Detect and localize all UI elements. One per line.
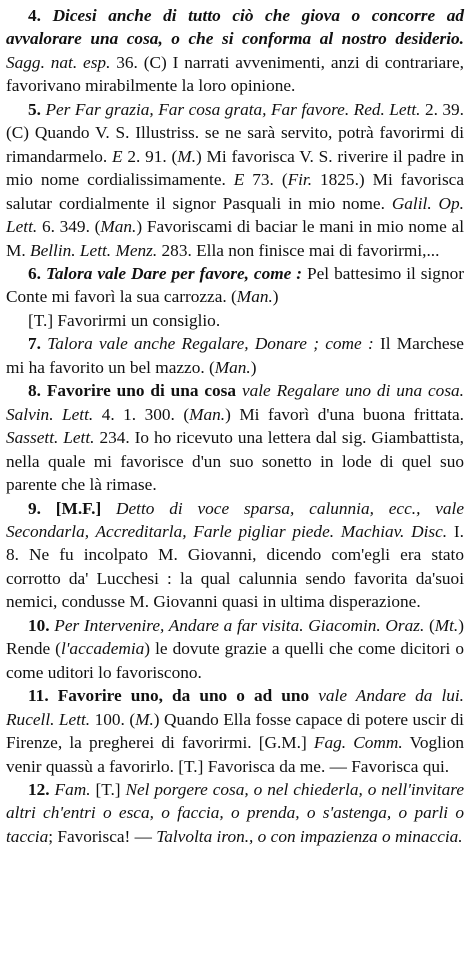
entry-10 <box>6 614 464 684</box>
entry-text-segment: 5. <box>28 99 41 119</box>
entry-text-segment: ) Mi favorisca V. S. riverire il padre in mio nome cordialissimamente. <box>6 146 465 190</box>
entry-text-segment: 10. <box>28 615 50 635</box>
entry-text-segment: ) Mi favorì d'una buona frittata. <box>225 404 464 424</box>
entry-text-segment: [T.] Favorirmi un consiglio. <box>28 310 221 330</box>
entry-text-segment: Voglion venir quassù a favorirlo. [T.] Favorisca da me. — Favorisca qui. <box>6 733 464 776</box>
entry-text-segment: 1825.) Mi favorisca salutar cordialmente il signor Pasquali in mio nome. <box>6 170 465 213</box>
entry-4 <box>6 4 464 98</box>
entry-9 <box>6 497 464 614</box>
entry-text-segment: 11. Favorire uno, da uno o ad uno <box>28 686 310 706</box>
entry-text-segment: Mt. <box>434 615 459 635</box>
entry-text-segment: vale Regalare uno di una cosa. <box>241 381 465 401</box>
entry-text-segment: Dicesi anche di tutto ciò che giova o concorre ad avvalorare una cosa, o che si conforma al nostro desiderio. <box>6 6 464 49</box>
entry-text-segment: ) Rende ( <box>6 615 465 659</box>
entry-text-segment: ) Quando Ella fosse capace di potere uscir di Firenze, la pregherei di favorirmi. [G.M.] <box>6 709 464 753</box>
entry-text-segment: 7. <box>28 334 41 354</box>
entry-text-segment: 2. 39. (C) Quando V. S. Illustriss. se ne sarà servito, potrà favorirmi di rimandarmelo. <box>6 99 464 166</box>
entry-text-segment: ; Favorisca! — <box>48 826 157 846</box>
entry-text-segment: 6. <box>28 263 41 283</box>
entry-text-segment: M. <box>135 709 154 729</box>
entry-5 <box>6 98 464 262</box>
entry-text-segment: Bellin. Lett. Menz. <box>30 240 158 260</box>
entry-text-segment: ) <box>250 357 257 377</box>
entry-text-segment: Sagg. nat. esp. <box>6 52 111 72</box>
entry-6-example <box>6 309 464 332</box>
entry-12 <box>6 778 464 848</box>
entry-text-segment: 234. Io ho ricevuto una lettera dal sig. Giambattista, nella quale mi favorisce d'un suo sonetto in lode di quel suo parente che là rimase. <box>6 428 464 495</box>
entry-text-segment: Per Intervenire, Andare a far visita. Giacomin. Oraz. <box>54 615 425 635</box>
entry-text-segment: E <box>112 146 123 166</box>
entry-text-segment: Talora vale Dare per favore, come : <box>45 263 303 283</box>
entry-text-segment: M. <box>177 146 197 166</box>
entry-text-segment: Sassett. Lett. <box>6 428 95 448</box>
entry-text-segment: ) Favoriscami di baciar le mani in mio nome al M. <box>6 217 464 260</box>
entry-8 <box>6 379 464 496</box>
entry-text-segment: Talvolta iron., o con impazienza o minaccia. <box>156 826 463 846</box>
entry-text-segment: Fag. Comm. <box>313 733 403 753</box>
entry-text-segment: Per Far grazia, Far cosa grata, Far favore. <box>45 99 350 119</box>
entry-7 <box>6 332 464 379</box>
entry-11 <box>6 684 464 778</box>
entry-text-segment: ( <box>424 615 435 635</box>
entry-text-segment: I. 8. Ne fu incolpato M. Giovanni, dicendo com'egli era stato corrotto da' Lucchesi : la qual calunnia sendo favorita da'suoi nemici, condusse M. Giovanni quasi in ultima disperazione. <box>6 521 465 612</box>
entry-text-segment: vale Andare da lui. Rucell. Lett. <box>6 686 465 729</box>
entry-text-segment: Pel battesimo il signor Conte mi favorì la sua carrozza. ( <box>6 263 464 307</box>
entry-text-segment: ) le dovute grazie a quelli che come dicitori o come uditori lo favoriscono. <box>6 639 464 682</box>
entry-text-segment: 9. [M.F.] <box>28 498 102 518</box>
entry-text-segment: Man. <box>214 357 251 377</box>
entry-text-segment: 36. (C) I narrati avvenimenti, anzi di contrariare, favorivano mirabilmente la loro opinione. <box>6 52 464 96</box>
entry-text-segment: 4. 1. 300. ( <box>93 404 190 424</box>
entry-text-segment: Detto di voce sparsa, calunnia, ecc., vale Secondarla, Accreditarla, Farle pigliar piede. Machiav. Disc. <box>6 498 464 541</box>
entry-text-segment: 73. ( <box>244 170 288 190</box>
entry-text-segment: Man. <box>189 404 226 424</box>
entry-text-segment: 2. 91. ( <box>122 146 178 166</box>
entry-text-segment: 283. Ella non finisce mai di favorirmi,... <box>157 240 440 260</box>
entry-text-segment: Red. Lett. <box>353 99 421 119</box>
entry-text-segment: 12. <box>28 779 50 799</box>
entry-6 <box>6 262 464 309</box>
entry-text-segment: Man. <box>100 217 137 237</box>
entry-text-segment: Fir. <box>287 170 313 190</box>
entry-text-segment <box>101 499 116 518</box>
entry-text-segment: Salvin. Lett. <box>6 404 94 424</box>
entry-text-segment: Talora vale anche Regalare, Donare ; come : <box>47 334 374 354</box>
entry-text-segment: 100. ( <box>90 709 136 729</box>
entry-text-segment: l'accademia <box>60 639 145 659</box>
entry-text-segment: Man. <box>236 287 273 307</box>
entry-text-segment: Galil. Op. Lett. <box>6 193 464 237</box>
entry-text-segment: 4. <box>28 6 41 25</box>
entry-text-segment: 6. 349. ( <box>37 217 101 237</box>
entry-text-segment: Il Marchese mi ha favorito un bel mazzo. ( <box>6 334 464 377</box>
entry-text-segment: [T.] <box>90 779 126 799</box>
entry-text-segment: ) <box>272 287 279 307</box>
entry-text-segment: 8. Favorire uno di una cosa <box>28 381 237 401</box>
entry-text-segment: E <box>233 170 245 190</box>
entry-text-segment: Nel porgere cosa, o nel chiederla, o nell'invitare altri ch'entri o esca, o faccia, o prenda, o s'astenga, o parli o taccia <box>6 779 464 846</box>
entry-text-segment: Fam. <box>54 779 91 799</box>
entry-text-segment <box>41 6 53 25</box>
entry-text-segment <box>309 686 318 705</box>
